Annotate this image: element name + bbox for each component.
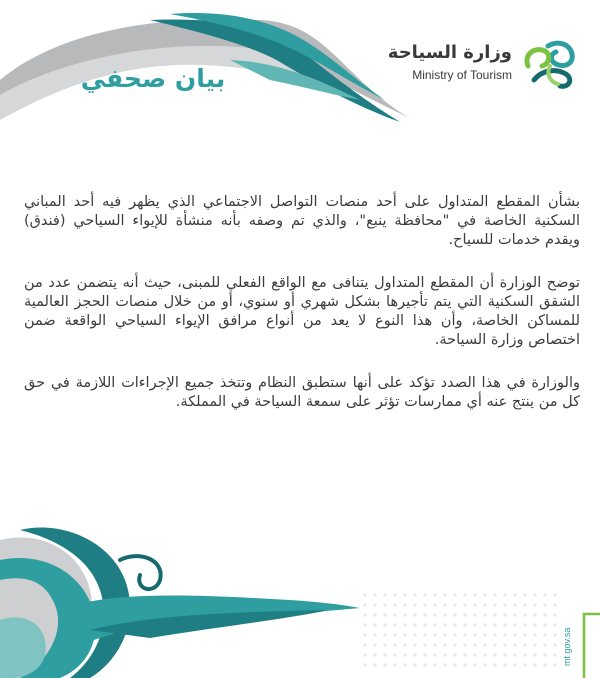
statement-paragraph: توضح الوزارة أن المقطع المتداول يتنافى مع الواقع الفعلي للمبنى، حيث أنه يتضمن عدد من الشقق السكنية التي يتم تأجيرها بشكل شهري أو سنوي، أو من خلال منصات الحجز العالمية للمساكن الخاصة، وأن هذا النوع لا يعد من أنواع مرافق الإيواء السياحي الواقعة ضمن اختصاص وزارة السياحة.	[24, 275, 580, 348]
dot-pattern-decoration	[360, 590, 560, 670]
statement-paragraph: بشأن المقطع المتداول على أحد منصات التواصل الاجتماعي الذي يظهر فيه أحد المباني السكنية الخاصة في "محافظة ينبع"، والذي تم وصفه بأنه منشأة للإيواء السياحي (فندق) ويقدم خدمات للسياح.	[24, 194, 580, 248]
footer-brush-decoration	[0, 520, 360, 678]
statement-paragraph: والوزارة في هذا الصدد تؤكد على أنها ستطبق النظام وتتخذ جميع الإجراءات اللازمة في حق كل من ينتج عنه أي ممارسات تؤثر على سمعة السياحة في المملكة.	[24, 375, 580, 410]
ministry-name-english: Ministry of Tourism	[412, 68, 512, 82]
ministry-logo	[387, 38, 578, 98]
corner-bracket-decoration	[578, 610, 600, 678]
ministry-emblem-icon	[520, 38, 578, 92]
page-title: بيان صحفي	[80, 64, 226, 93]
website-url: mt.gov.sa	[562, 627, 572, 666]
ministry-name-arabic: وزارة السياحة	[387, 42, 512, 63]
statement-body	[24, 193, 580, 436]
